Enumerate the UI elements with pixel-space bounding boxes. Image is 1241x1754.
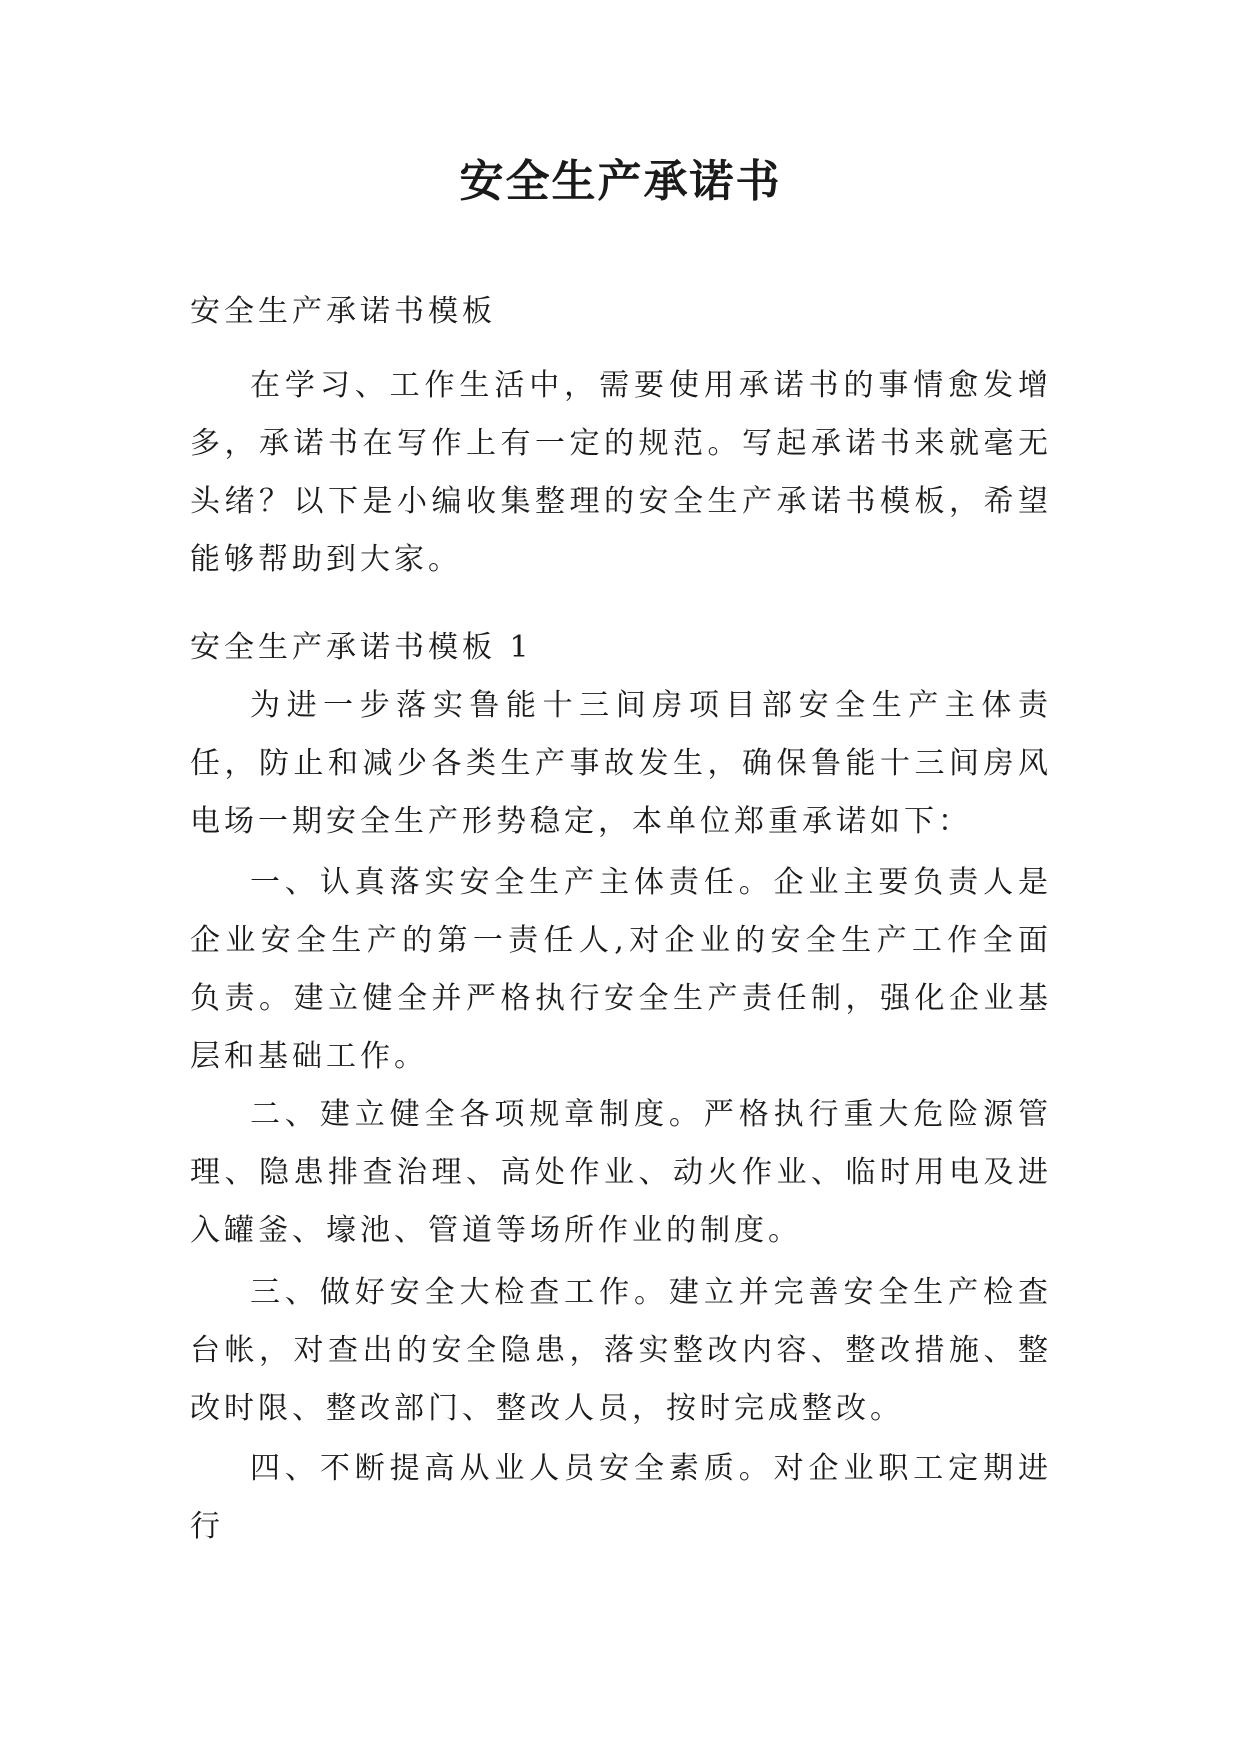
document-subtitle: 安全生产承诺书模板 (190, 294, 496, 329)
body-paragraph-2: 一、认真落实安全生产主体责任。企业主要负责人是企业安全生产的第一责任人,对企业的安全生产工作全面负责。建立健全并严格执行安全生产责任制，强化企业基层和基础工作。 (190, 865, 1052, 1074)
intro-paragraph: 在学习、工作生活中，需要使用承诺书的事情愈发增多，承诺书在写作上有一定的规范。写起承诺书来就毫无头绪？以下是小编收集整理的安全生产承诺书模板，希望能够帮助到大家。 (190, 368, 1052, 577)
body-paragraph-4: 三、做好安全大检查工作。建立并完善安全生产检查台帐，对查出的安全隐患，落实整改内容、整改措施、整改时限、整改部门、整改人员，按时完成整改。 (190, 1275, 1052, 1426)
section-heading: 安全生产承诺书模板 1 (190, 630, 533, 665)
body-paragraph-3: 二、建立健全各项规章制度。严格执行重大危险源管理、隐患排查治理、高处作业、动火作业、临时用电及进入罐釜、壕池、管道等场所作业的制度。 (190, 1097, 1052, 1248)
document-title: 安全生产承诺书 (459, 156, 782, 207)
body-paragraph-5: 四、不断提高从业人员安全素质。对企业职工定期进行 (190, 1451, 1052, 1544)
body-paragraph-1: 为进一步落实鲁能十三间房项目部安全生产主体责任，防止和减少各类生产事故发生，确保鲁能十三间房风电场一期安全生产形势稳定，本单位郑重承诺如下： (190, 688, 1052, 839)
